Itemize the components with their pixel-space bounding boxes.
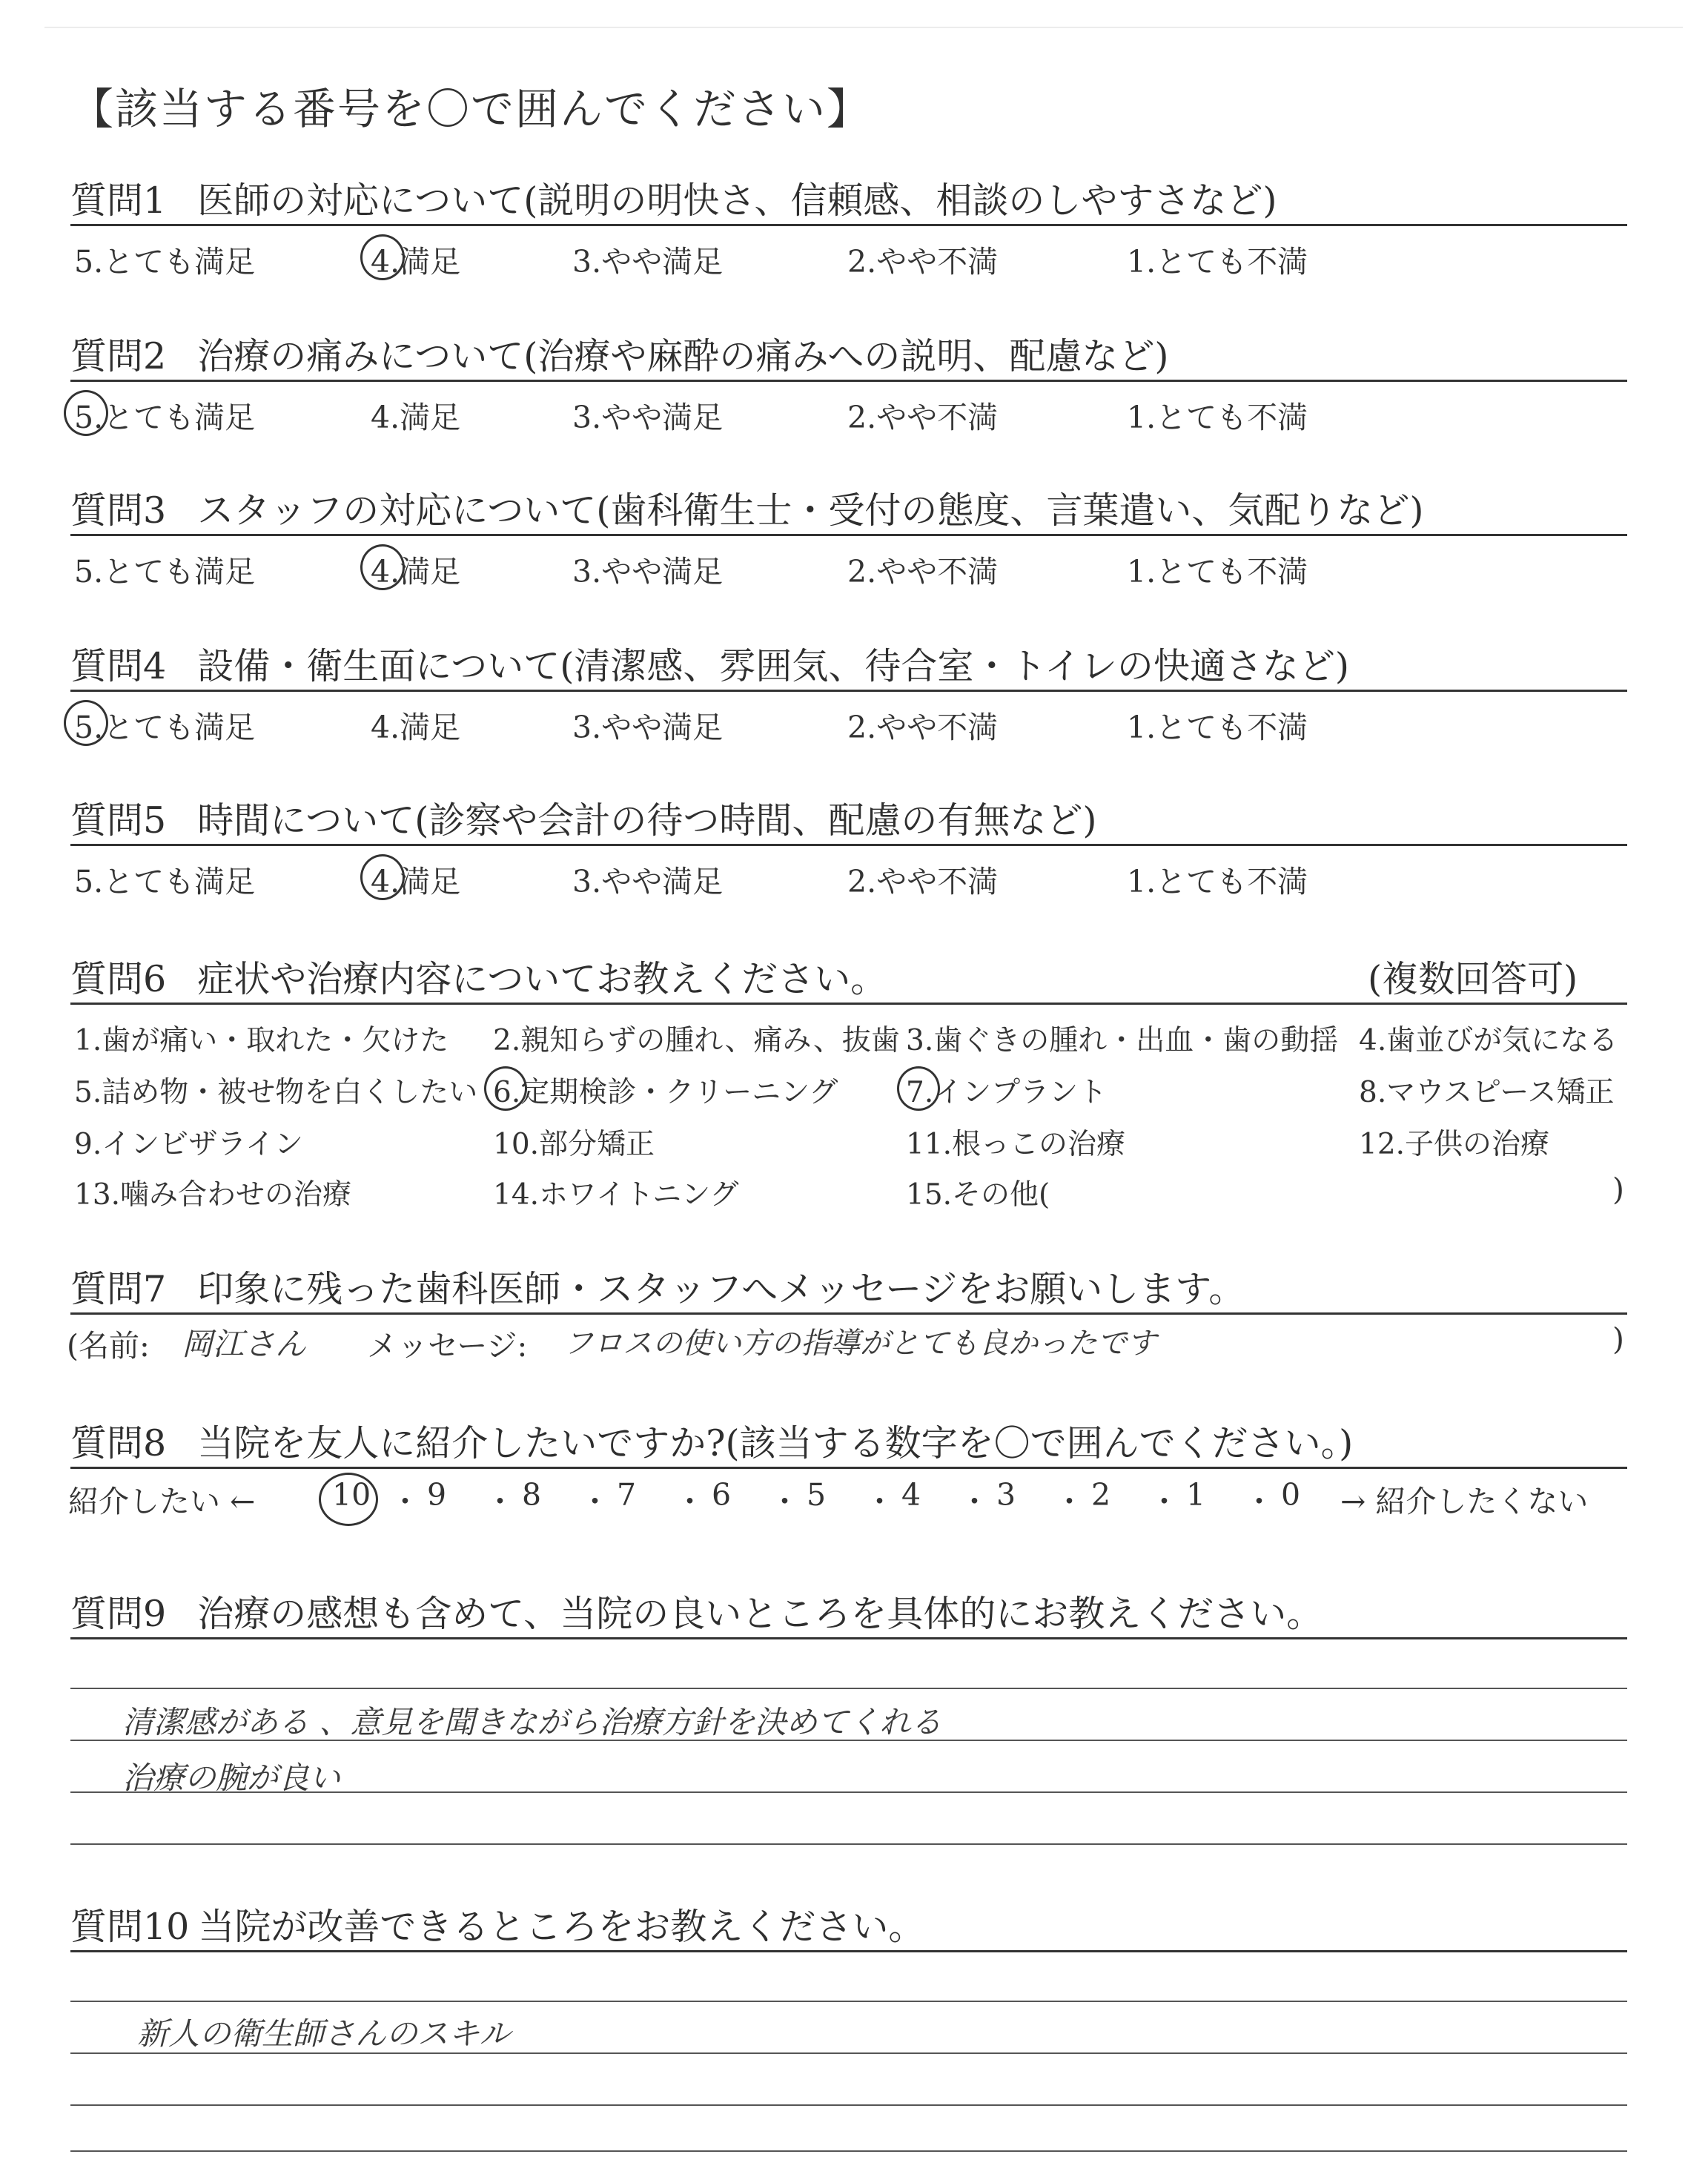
selected-circle	[484, 1066, 527, 1111]
q7-message-label: メッセージ:	[367, 1328, 528, 1364]
q5-rule	[70, 844, 1627, 846]
rating-option[interactable]: 5.とても満足	[74, 554, 256, 589]
rating-option[interactable]: 5.とても満足	[74, 864, 256, 899]
rating-option[interactable]: 1.とても不満	[1127, 244, 1308, 280]
rating-option[interactable]: 1.とても不満	[1127, 710, 1308, 745]
scale-separator: ・	[769, 1484, 800, 1519]
recommend-score[interactable]: 2	[1091, 1477, 1111, 1513]
q3-rule	[70, 534, 1627, 536]
q10-answer-line: 新人の衛生師さんのスキル	[137, 2015, 511, 2052]
q9-text: 治療の感想も含めて、当院の良いところを具体的にお教えください。	[197, 1593, 1323, 1635]
scale-separator: ・	[485, 1484, 515, 1519]
rating-option[interactable]: 2.やや不満	[847, 400, 999, 435]
recommend-score[interactable]: 8	[522, 1477, 542, 1513]
q7-message-value: フロスの使い方の指導がとても良かったです	[563, 1327, 1156, 1361]
q1-rule	[70, 224, 1627, 226]
recommend-score[interactable]: 0	[1281, 1477, 1301, 1513]
scale-separator: ・	[1149, 1484, 1179, 1519]
symptom-option[interactable]: 11.根っこの治療	[906, 1128, 1126, 1161]
symptom-option[interactable]: 6.定期検診・クリーニング	[493, 1076, 838, 1109]
symptom-option[interactable]: 7.インプラント	[906, 1076, 1108, 1109]
recommend-score[interactable]: 4	[901, 1477, 921, 1513]
selected-circle	[360, 854, 405, 900]
scale-separator: ・	[959, 1484, 990, 1519]
q10-line	[70, 2001, 1627, 2002]
rating-option[interactable]: 2.やや不満	[847, 710, 999, 745]
rating-option[interactable]: 3.やや満足	[572, 400, 724, 435]
symptom-option[interactable]: 1.歯が痛い・取れた・欠けた	[74, 1024, 449, 1057]
q7-rule	[70, 1312, 1627, 1315]
q4-rule	[70, 690, 1627, 692]
q9-answer-line: 治療の腕が良い	[122, 1760, 341, 1796]
q8-right-label: → 紹介したくない	[1340, 1484, 1589, 1519]
symptom-option[interactable]: 15.その他(	[906, 1178, 1050, 1212]
q2-title	[70, 328, 1168, 380]
q2-label: 質問2	[70, 335, 167, 377]
top-border	[44, 27, 1683, 28]
rating-option[interactable]: 1.とても不満	[1127, 864, 1308, 899]
q8-left-label: 紹介したい ←	[68, 1484, 256, 1519]
rating-option[interactable]: 3.やや満足	[572, 554, 724, 589]
symptom-option[interactable]: 4.歯並びが気になる	[1359, 1024, 1618, 1057]
rating-option[interactable]: 3.やや満足	[572, 864, 724, 899]
rating-option[interactable]: 2.やや不満	[847, 554, 999, 589]
q10-label: 質問10	[70, 1906, 190, 1948]
q6-other-close: )	[1612, 1172, 1624, 1207]
q5-title	[70, 792, 1096, 844]
q2-rule	[70, 380, 1627, 382]
q5-label: 質問5	[70, 799, 167, 842]
rating-option[interactable]: 4.満足	[371, 554, 461, 589]
selected-circle	[319, 1473, 378, 1526]
recommend-score[interactable]: 3	[996, 1477, 1016, 1513]
rating-option[interactable]: 3.やや満足	[572, 244, 724, 280]
q7-close: )	[1612, 1321, 1624, 1357]
q7-text: 印象に残った歯科医師・スタッフへメッセージをお願いします。	[197, 1268, 1245, 1310]
q9-answer-line: 清潔感がある 、意見を聞きながら治療方針を決めてくれる	[122, 1704, 942, 1740]
q9-title	[70, 1585, 1323, 1637]
q2-text: 治療の痛みについて(治療や麻酔の痛みへの説明、配慮など)	[197, 335, 1169, 377]
q1-title	[70, 172, 1277, 224]
recommend-score[interactable]: 7	[617, 1477, 637, 1513]
form-heading: 【該当する番号を〇で囲んでください】	[70, 84, 872, 134]
q6-label: 質問6	[70, 958, 167, 1000]
q10-rule	[70, 1950, 1627, 1952]
q8-text: 当院を友人に紹介したいですか?(該当する数字を〇で囲んでください。)	[197, 1422, 1354, 1464]
scale-separator: ・	[864, 1484, 895, 1519]
symptom-option[interactable]: 8.マウスピース矯正	[1359, 1076, 1615, 1109]
q3-label: 質問3	[70, 489, 167, 532]
selected-circle	[360, 544, 405, 590]
rating-option[interactable]: 4.満足	[371, 710, 461, 745]
q1-text: 医師の対応について(説明の明快さ、信頼感、相談のしやすさなど)	[197, 179, 1277, 222]
q6-note: (複数回答可)	[1368, 958, 1578, 1000]
q10-title	[70, 1898, 924, 1950]
symptom-option[interactable]: 2.親知らずの腫れ、痛み、抜歯	[493, 1024, 900, 1057]
scale-separator: ・	[1054, 1484, 1085, 1519]
q8-rule	[70, 1467, 1627, 1469]
q8-title	[70, 1415, 1353, 1467]
rating-option[interactable]: 4.満足	[371, 864, 461, 899]
q9-line	[70, 1688, 1627, 1689]
q6-text: 症状や治療内容についてお教えください。	[197, 958, 887, 1000]
scale-separator: ・	[580, 1484, 610, 1519]
scale-separator: ・	[390, 1484, 420, 1519]
q9-label: 質問9	[70, 1593, 167, 1635]
q6-title	[70, 951, 887, 1003]
recommend-score[interactable]: 9	[427, 1477, 447, 1513]
q7-name-value: 岡江さん	[182, 1326, 307, 1362]
q9-rule	[70, 1637, 1627, 1639]
selected-circle	[64, 390, 108, 436]
symptom-option[interactable]: 10.部分矯正	[493, 1128, 655, 1161]
q10-text: 当院が改善できるところをお教えください。	[198, 1906, 925, 1948]
selected-circle	[64, 700, 108, 746]
recommend-score[interactable]: 5	[807, 1477, 827, 1513]
recommend-score[interactable]: 6	[712, 1477, 732, 1513]
q5-text: 時間について(診察や会計の待つ時間、配慮の有無など)	[197, 799, 1097, 842]
rating-option[interactable]: 3.やや満足	[572, 710, 724, 745]
q4-text: 設備・衛生面について(清潔感、雰囲気、待合室・トイレの快適さなど)	[197, 645, 1349, 687]
q7-name-label: (名前:	[67, 1328, 150, 1364]
recommend-score[interactable]: 10	[332, 1477, 371, 1513]
q6-rule	[70, 1003, 1627, 1005]
q10-line	[70, 2104, 1627, 2106]
symptom-option[interactable]: 5.詰め物・被せ物を白くしたい	[74, 1076, 478, 1109]
q8-label: 質問8	[70, 1422, 167, 1464]
q4-label: 質問4	[70, 645, 167, 687]
q9-line	[70, 1843, 1627, 1845]
rating-option[interactable]: 1.とても不満	[1127, 400, 1308, 435]
rating-option[interactable]: 1.とても不満	[1127, 554, 1308, 589]
scale-separator: ・	[1244, 1484, 1274, 1519]
q10-line	[70, 2150, 1627, 2152]
q4-title	[70, 638, 1349, 690]
symptom-option[interactable]: 14.ホワイトニング	[493, 1178, 739, 1212]
selected-circle	[360, 234, 405, 280]
q1-label: 質問1	[70, 179, 167, 222]
rating-option[interactable]: 5.とても満足	[74, 244, 256, 280]
selected-circle	[897, 1066, 940, 1111]
scale-separator: ・	[675, 1484, 705, 1519]
rating-option[interactable]: 4.満足	[371, 400, 461, 435]
recommend-score[interactable]: 1	[1186, 1477, 1206, 1513]
rating-option[interactable]: 5.とても満足	[74, 400, 256, 435]
q3-title	[70, 482, 1423, 534]
symptom-option[interactable]: 9.インビザライン	[74, 1128, 304, 1161]
rating-option[interactable]: 4.満足	[371, 244, 461, 280]
symptom-option[interactable]: 13.噛み合わせの治療	[74, 1178, 352, 1212]
symptom-option[interactable]: 3.歯ぐきの腫れ・出血・歯の動揺	[906, 1024, 1339, 1057]
q7-title	[70, 1261, 1245, 1312]
symptom-option[interactable]: 12.子供の治療	[1359, 1128, 1550, 1161]
q7-label: 質問7	[70, 1268, 167, 1310]
rating-option[interactable]: 2.やや不満	[847, 864, 999, 899]
q3-text: スタッフの対応について(歯科衛生士・受付の態度、言葉遣い、気配りなど)	[197, 489, 1424, 532]
rating-option[interactable]: 2.やや不満	[847, 244, 999, 280]
rating-option[interactable]: 5.とても満足	[74, 710, 256, 745]
